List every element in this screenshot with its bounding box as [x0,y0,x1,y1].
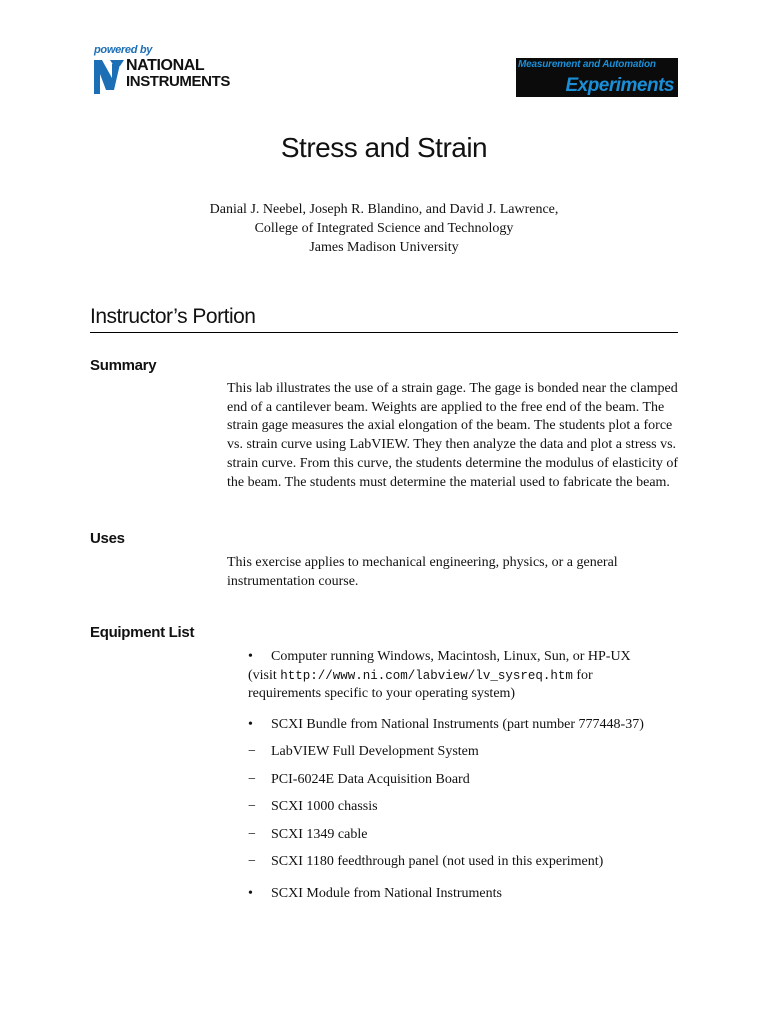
ni-name-line2: INSTRUMENTS [126,73,230,90]
sub-list-item-text: SCXI 1000 chassis [271,799,378,814]
sub-list-item-text: LabVIEW Full Development System [271,744,479,759]
sub-list-item [248,853,688,872]
dash-marker: − [248,744,256,759]
experiments-logo [516,58,678,97]
url-suffix: for [572,667,593,683]
dash-marker: − [248,826,256,842]
experiments-logo-bottom-text: Experiments [565,75,674,96]
sub-list-item [248,743,688,762]
list-item-continuation [248,667,688,686]
ni-eagle-mark-icon [92,56,126,96]
bullet-marker: • [248,649,253,664]
bullet-marker: • [248,885,253,901]
author-university: James Madison University [309,240,459,255]
list-item [248,716,688,735]
sub-list-item [248,826,688,845]
author-names: Danial J. Neebel, Joseph R. Blandino, and David J. Lawrence, [209,202,559,217]
summary-paragraph: This lab illustrates the use of a strain gage. The gage is bonded near the clamped end of a cantilever beam. Weights are applied to the free end of the beam. The strain gage measures the axial elongation of the beam. The students plot a force vs. strain curve using LabVIEW. They then analyze the data and plot a stress vs. strain curve. From this curve, the students determine the modulus of elasticity of the beam. The students must determine the material used to fabricate the beam. [227,381,679,490]
ni-name-line1: NATIONAL [126,57,205,74]
equipment-list [248,648,688,903]
document-title: Stress and Strain [280,132,488,163]
section-heading: Instructor’s Portion [90,305,256,328]
experiments-logo-top-text: Measurement and Automation [518,59,656,70]
sub-list-item [248,771,688,790]
bullet-marker: • [248,716,253,732]
dash-marker: − [248,854,256,869]
summary-heading: Summary [90,357,157,374]
author-college: College of Integrated Science and Technology [254,221,514,236]
powered-by-text: powered by [94,44,153,56]
dash-marker: − [248,771,256,787]
equipment-heading: Equipment List [90,624,195,641]
sub-list-item-text: SCXI 1180 feedthrough panel (not used in this experiment) [271,854,604,869]
national-instruments-logo [92,44,240,100]
list-item-text: SCXI Bundle from National Instruments (part number 777448-37) [271,716,644,732]
list-item-continuation: requirements specific to your operating system) [248,686,516,701]
list-item-text: SCXI Module from National Instruments [271,885,502,901]
sub-list-item [248,798,688,817]
uses-heading: Uses [90,530,125,547]
visit-prefix: (visit [248,667,281,683]
sysreq-link[interactable]: http://www.ni.com/labview/lv_sysreq.htm [280,668,573,683]
list-item-text: Computer running Windows, Macintosh, Linux, Sun, or HP-UX [271,649,631,664]
author-block [0,200,768,257]
uses-paragraph: This exercise applies to mechanical engineering, physics, or a general instrumentation course. [227,555,618,589]
section-divider [90,332,678,333]
sub-list-item-text: SCXI 1349 cable [271,826,368,842]
dash-marker: − [248,799,256,814]
list-item [248,885,688,904]
sub-list-item-text: PCI-6024E Data Acquisition Board [271,771,470,787]
list-item [248,648,688,667]
